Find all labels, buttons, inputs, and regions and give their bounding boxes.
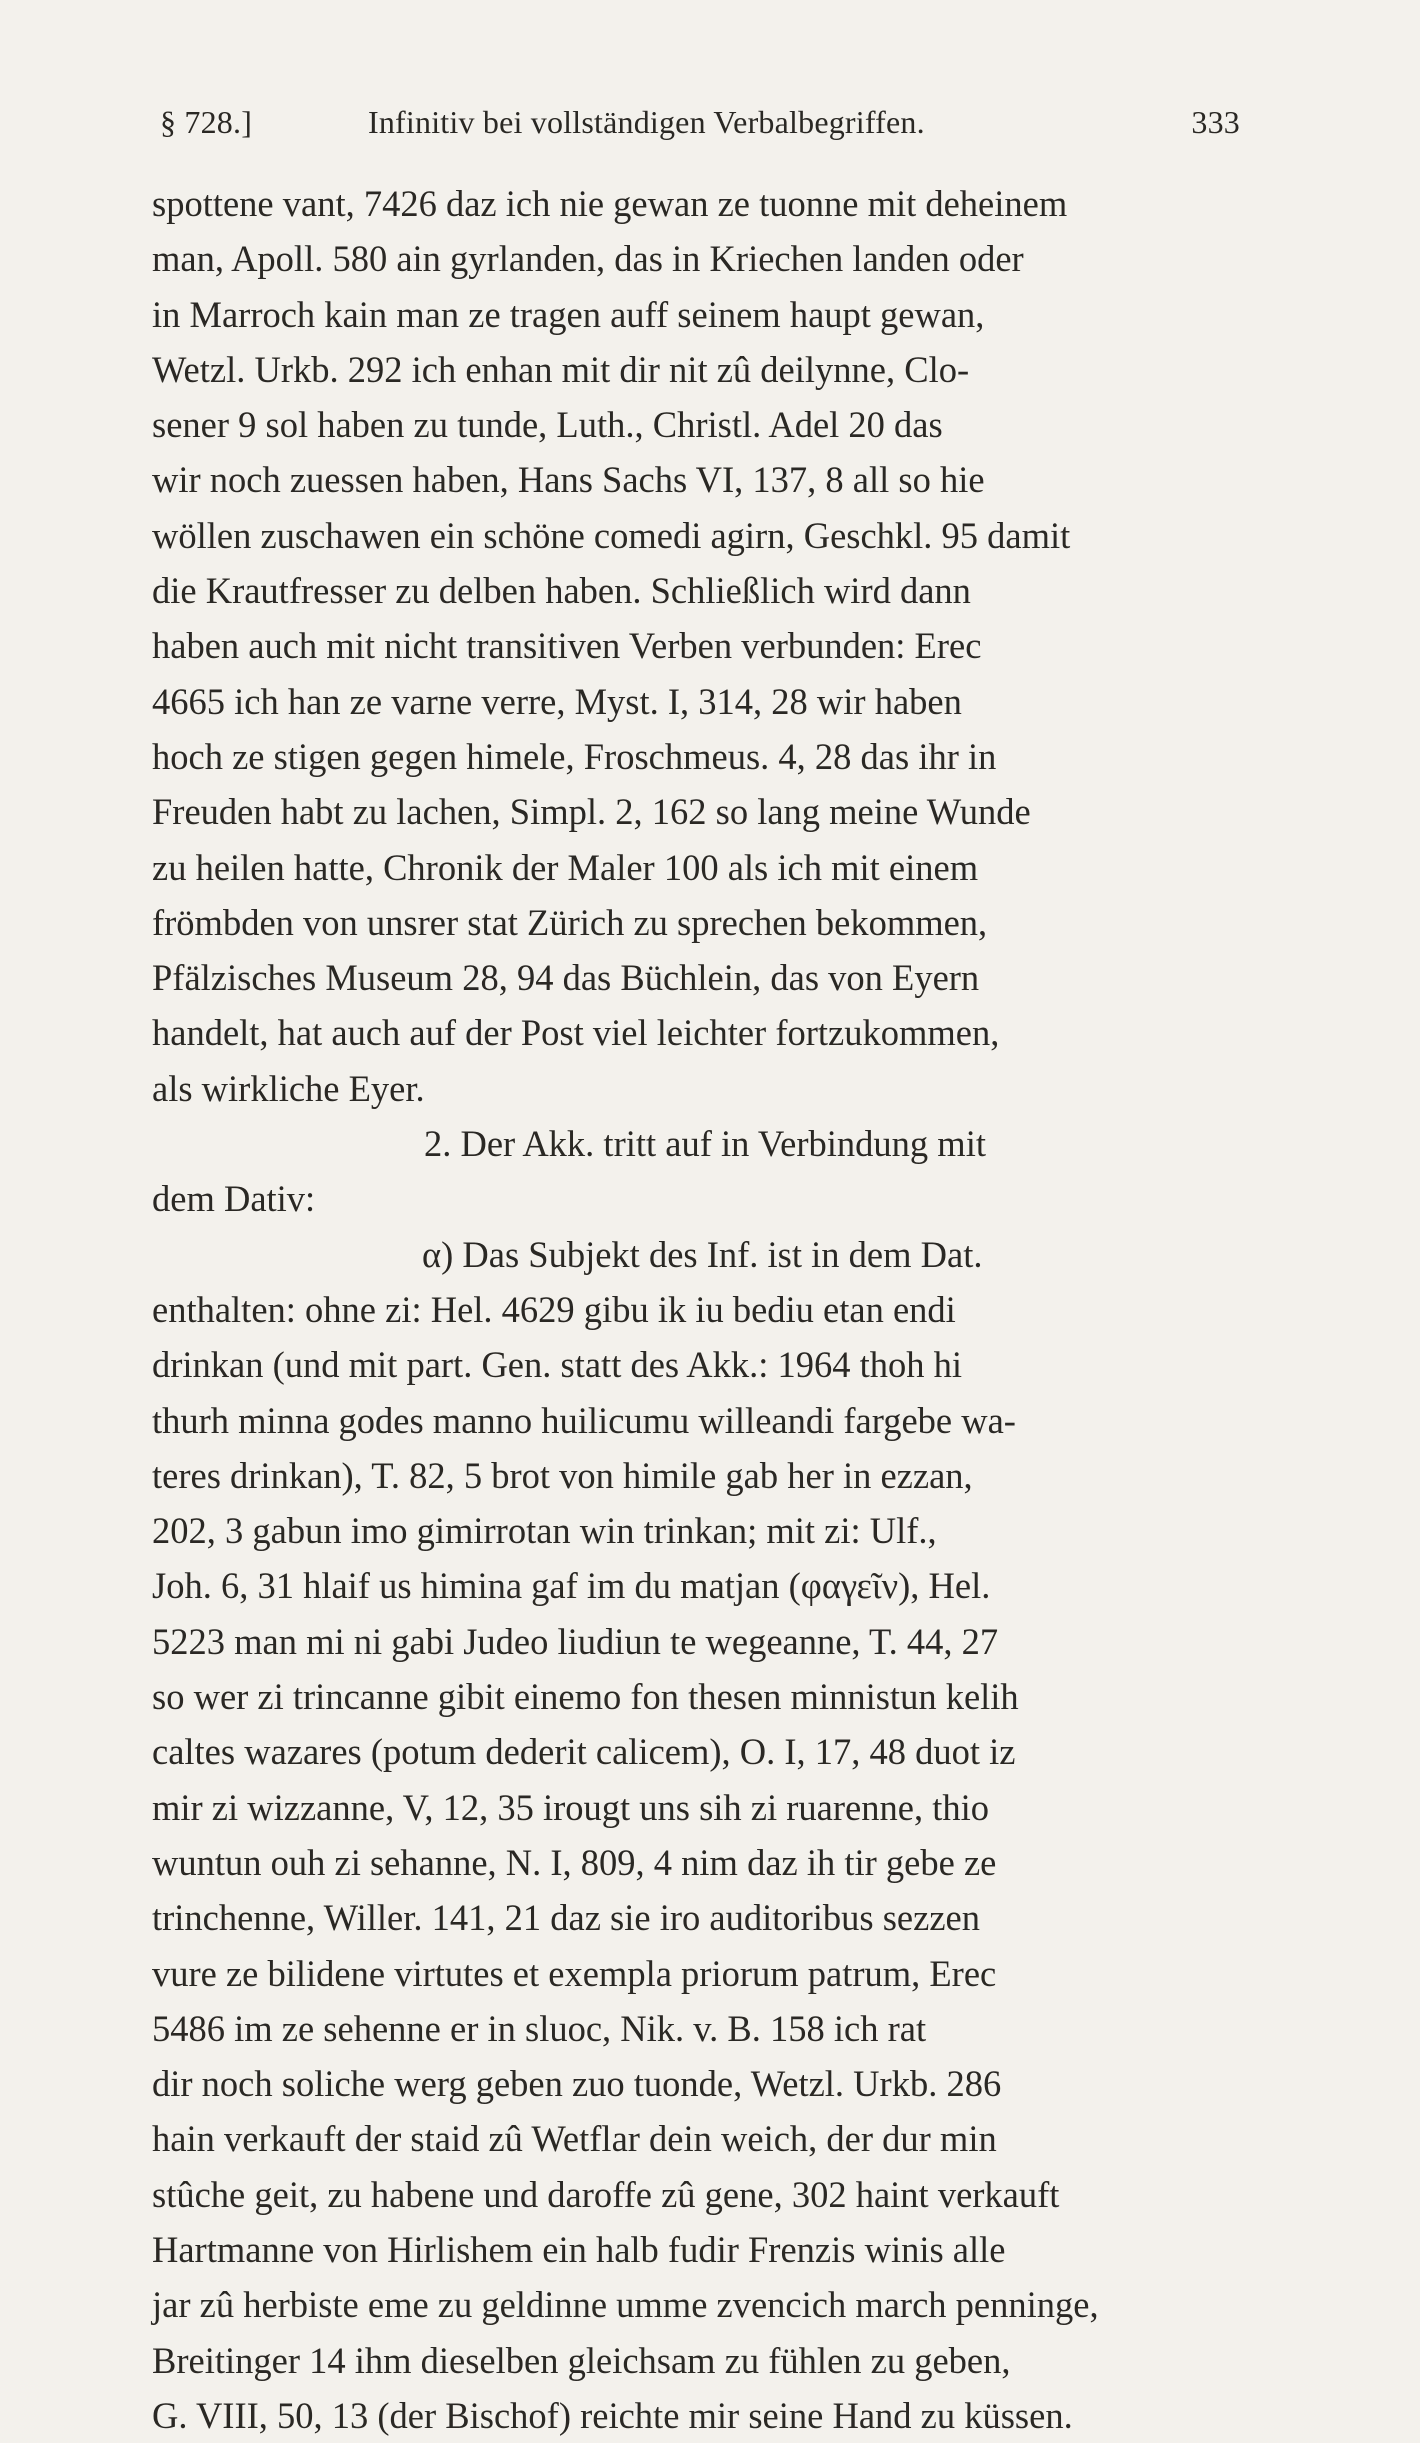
- text-line: in Marroch kain man ze tragen auff seinem haupt gewan,: [152, 293, 985, 335]
- text-line: wir noch zuessen haben, Hans Sachs VI, 137, 8 all so hie: [152, 459, 985, 501]
- text-line: G. VIII, 50, 13 (der Bischof) reichte mir seine Hand zu küssen.: [152, 2394, 1073, 2436]
- text-line: drinkan (und mit part. Gen. statt des Akk.: 1964 thoh hi: [152, 1344, 963, 1386]
- text-line: thurh minna godes manno huilicumu willeandi fargebe wa-: [152, 1399, 1016, 1441]
- text-line: man, Apoll. 580 ain gyrlanden, das in Kriechen landen oder: [152, 238, 1024, 280]
- text-line: handelt, hat auch auf der Post viel leichter fortzukommen,: [152, 1012, 1000, 1054]
- text-line: 4665 ich han ze varne verre, Myst. I, 314, 28 wir haben: [152, 680, 962, 722]
- text-line: zu heilen hatte, Chronik der Maler 100 als ich mit einem: [152, 846, 979, 888]
- text-line: Joh. 6, 31 hlaif us himina gaf im du matjan (φαγεῖν), Hel.: [152, 1565, 991, 1607]
- text-line: trinchenne, Willer. 141, 21 daz sie iro auditoribus sezzen: [152, 1897, 980, 1939]
- text-line: dir noch soliche werg geben zuo tuonde, Wetzl. Urkb. 286: [152, 2063, 1002, 2105]
- text-line: Wetzl. Urkb. 292 ich enhan mit dir nit zû deilynne, Clo-: [152, 348, 970, 390]
- text-line: mir zi wizzanne, V, 12, 35 irougt uns sih zi ruarenne, thio: [152, 1786, 989, 1828]
- text-line: haben auch mit nicht transitiven Verben verbunden: Erec: [152, 625, 982, 667]
- text-line: Breitinger 14 ihm dieselben gleichsam zu fühlen zu geben,: [152, 2339, 1011, 2381]
- text-line: wöllen zuschawen ein schöne comedi agirn, Geschkl. 95 damit: [152, 514, 1071, 556]
- section-number: § 728.]: [160, 104, 253, 140]
- text-line: 202, 3 gabun imo gimirrotan win trinkan; mit zi: Ulf.,: [152, 1510, 937, 1552]
- text-line: enthalten: ohne zi: Hel. 4629 gibu ik iu bediu etan endi: [152, 1288, 956, 1330]
- body-text: [152, 176, 1248, 2443]
- text-line: wuntun ouh zi sehanne, N. I, 809, 4 nim daz ih tir gebe ze: [152, 1841, 997, 1883]
- text-line: hoch ze stigen gegen himele, Froschmeus. 4, 28 das ihr in: [152, 735, 997, 777]
- text-line: stûche geit, zu habene und daroffe zû gene, 302 haint verkauft: [152, 2173, 1060, 2215]
- running-header: [160, 104, 1240, 141]
- text-line: teres drinkan), T. 82, 5 brot von himile gab her in ezzan,: [152, 1454, 973, 1496]
- text-line: Hartmanne von Hirlishem ein halb fudir Frenzis winis alle: [152, 2228, 1006, 2270]
- text-line: dem Dativ:: [152, 1178, 316, 1220]
- text-line: frömbden von unsrer stat Zürich zu sprechen bekommen,: [152, 901, 988, 943]
- text-line: 5486 im ze sehenne er in sluoc, Nik. v. B. 158 ich rat: [152, 2007, 927, 2049]
- subsection-heading: 2. Der Akk. tritt auf in Verbindung mit: [424, 1123, 986, 1165]
- page-number: 333: [1191, 104, 1240, 140]
- running-title: Infinitiv bei vollständigen Verbalbegriffen.: [368, 104, 925, 140]
- text-line: vure ze bilidene virtutes et exempla priorum patrum, Erec: [152, 1952, 997, 1994]
- text-line: als wirkliche Eyer.: [152, 1067, 425, 1109]
- text-line: sener 9 sol haben zu tunde, Luth., Christl. Adel 20 das: [152, 404, 943, 446]
- text-line: die Krautfresser zu delben haben. Schließlich wird dann: [152, 570, 971, 612]
- text-line: 5223 man mi ni gabi Judeo liudiun te wegeanne, T. 44, 27: [152, 1620, 999, 1662]
- text-line: so wer zi trincanne gibit einemo fon thesen minnistun kelih: [152, 1676, 1019, 1718]
- text-line: caltes wazares (potum dederit calicem), O. I, 17, 48 duot iz: [152, 1731, 1016, 1773]
- text-line: Freuden habt zu lachen, Simpl. 2, 162 so lang meine Wunde: [152, 791, 1031, 833]
- text-line: spottene vant, 7426 daz ich nie gewan ze tuonne mit deheinem: [152, 183, 1068, 224]
- text-line: hain verkauft der staid zû Wetflar dein weich, der dur min: [152, 2118, 997, 2160]
- text-line: Pfälzisches Museum 28, 94 das Büchlein, das von Eyern: [152, 957, 980, 999]
- subsection-heading: α) Das Subjekt des Inf. ist in dem Dat.: [422, 1233, 983, 1275]
- text-line: jar zû herbiste eme zu geldinne umme zvencich march penninge,: [152, 2284, 1099, 2326]
